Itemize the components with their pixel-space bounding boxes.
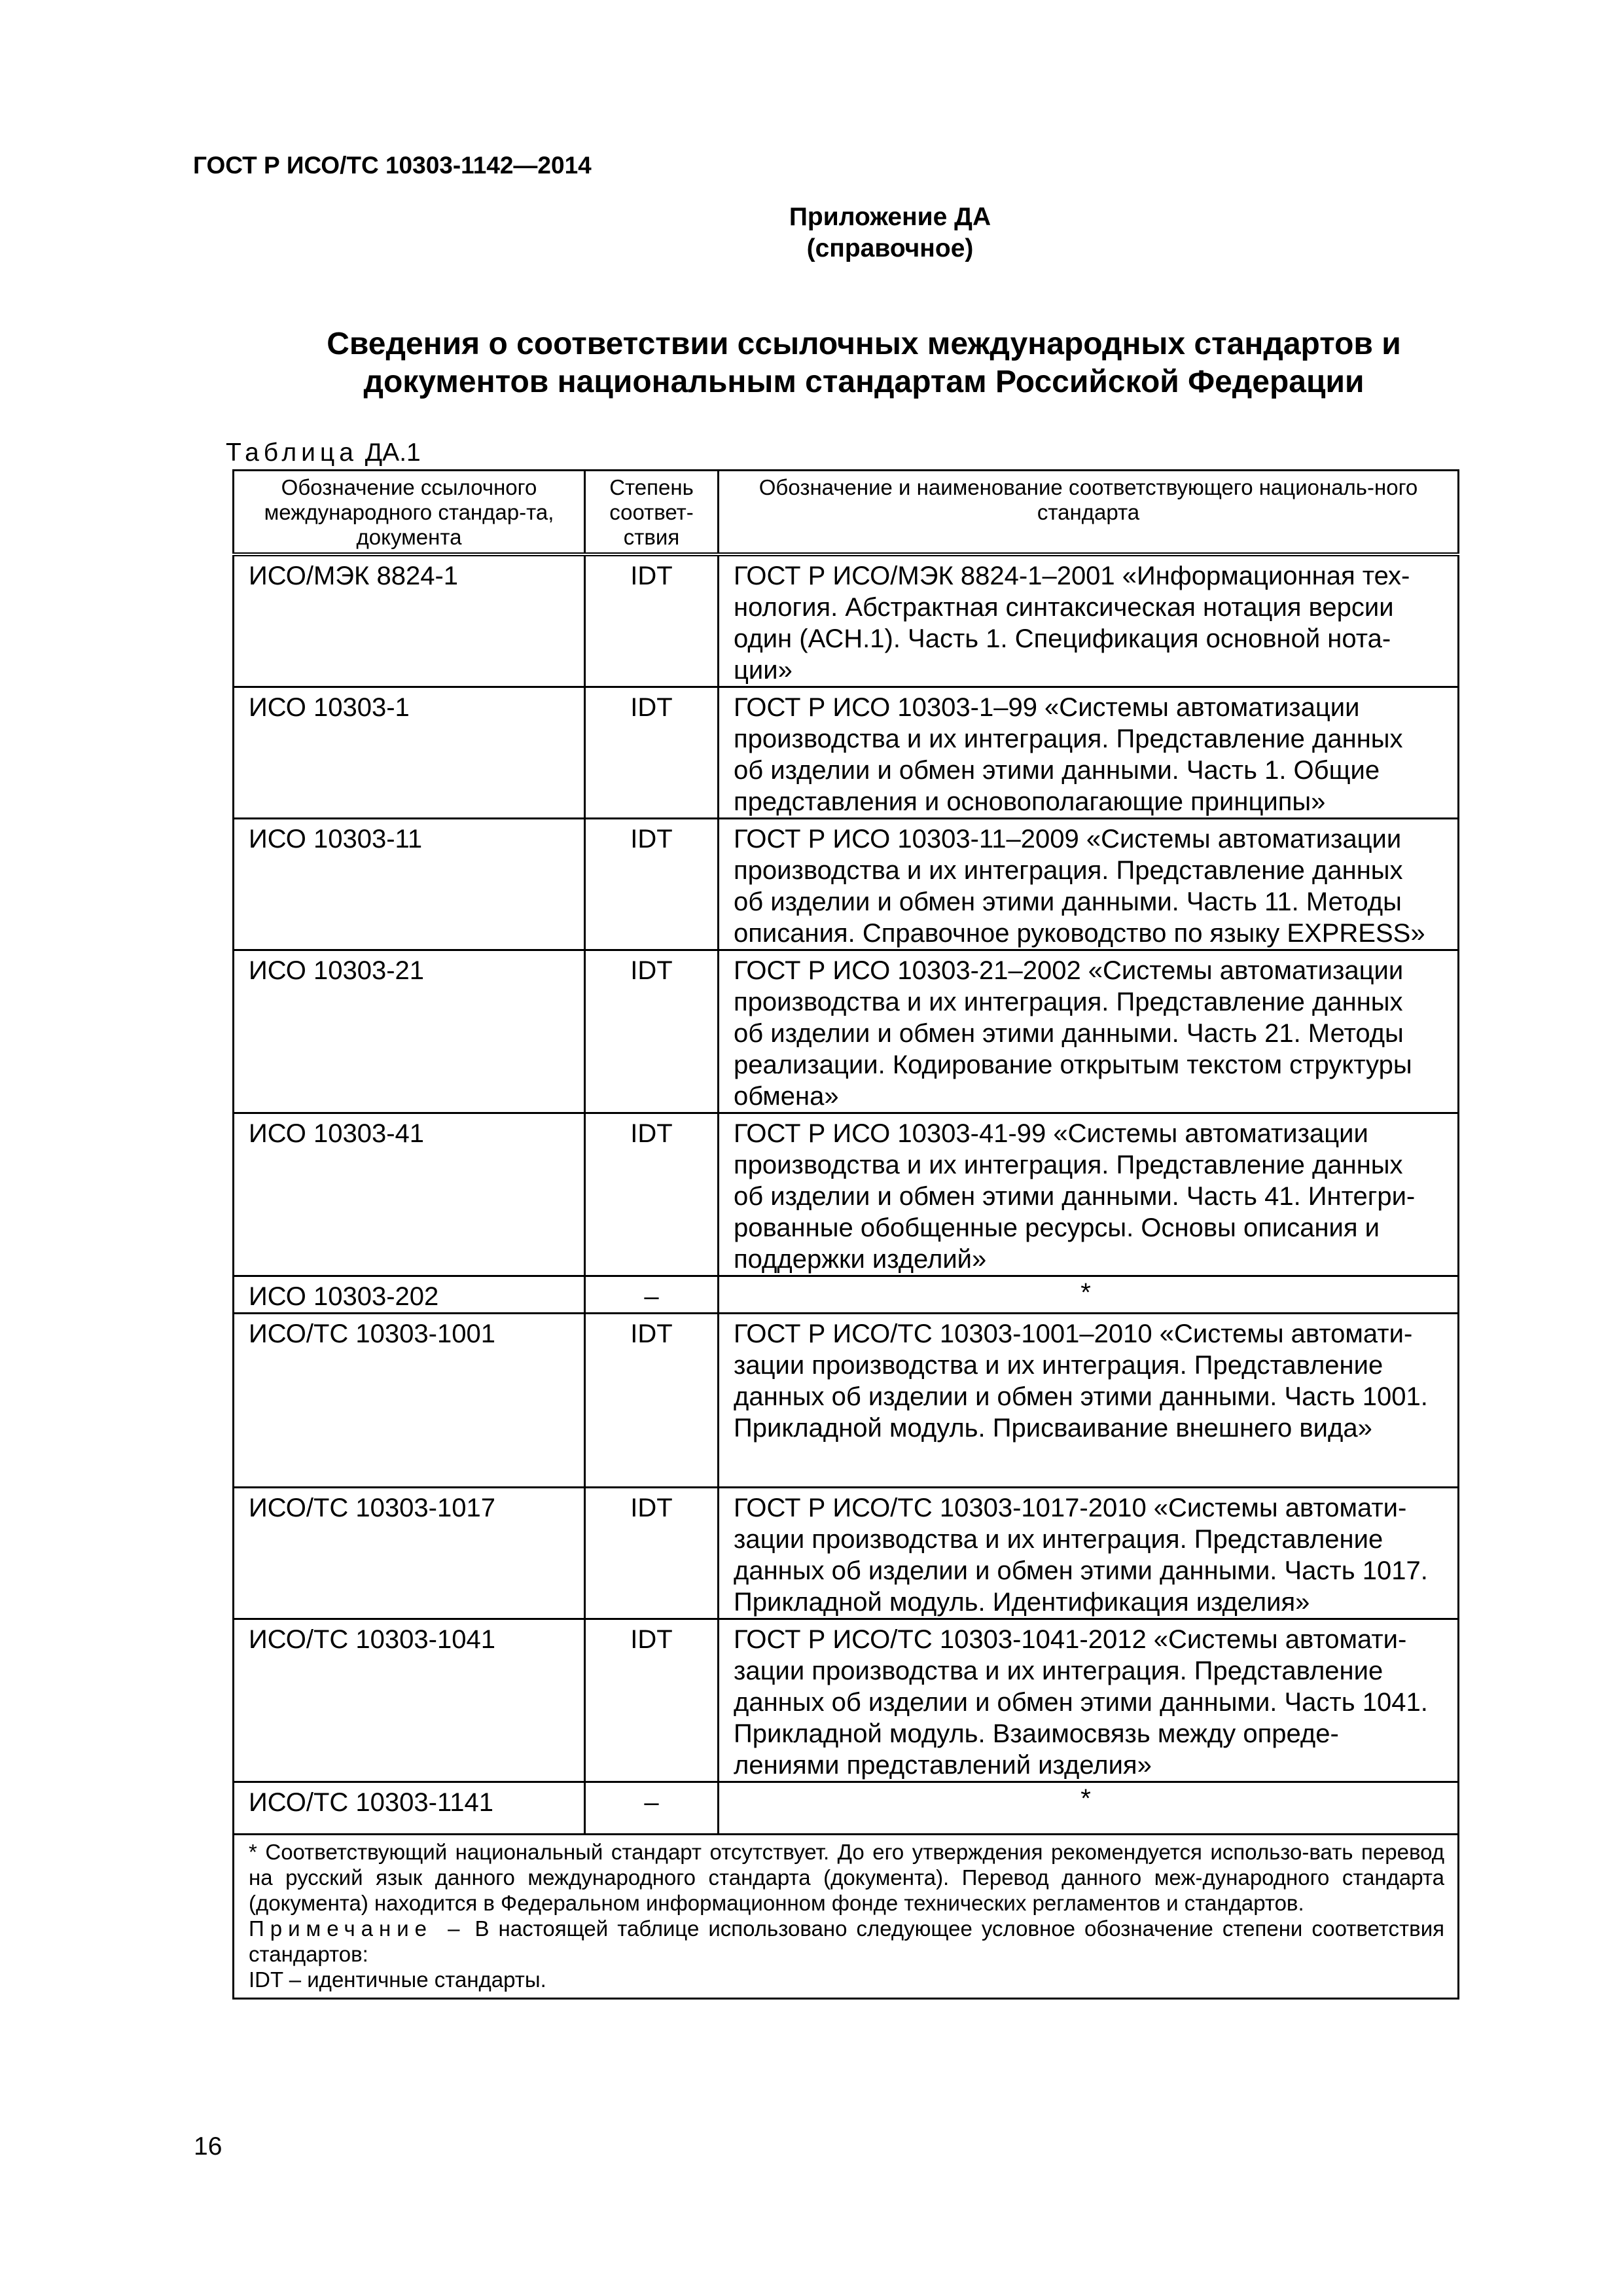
cell-national-standard: * [719, 1782, 1459, 1835]
cell-national-standard: ГОСТ Р ИСО 10303-1–99 «Системы автоматизации производства и их интеграция. Представление данных об изделии и обмен этими данными. Часть 1. Общие представления и основополагающие принципы» [719, 687, 1459, 819]
note-text: В настоящей таблице использовано следующее условное обозначение степени соответствия стандартов: [249, 1916, 1444, 1966]
table-footnote-row [234, 1835, 1459, 1999]
header-reference-standard: Обозначение ссылочного международного стандар-та, документа [234, 471, 585, 555]
cell-reference: ИСО 10303-202 [234, 1276, 585, 1314]
cell-degree: IDT [585, 819, 719, 950]
header-degree-of-correspondence: Степень соответ-ствия [585, 471, 719, 555]
cell-national-standard: ГОСТ Р ИСО 10303-41-99 «Системы автоматизации производства и их интеграция. Представление данных об изделии и обмен этими данными. Часть 41. Интегри-рованные обобщенные ресурсы. Основы описания и поддержки изделий» [719, 1113, 1459, 1276]
table-row [234, 1488, 1459, 1619]
table-row [234, 1276, 1459, 1314]
cell-degree: IDT [585, 950, 719, 1113]
table-row [234, 819, 1459, 950]
table-row [234, 1619, 1459, 1782]
table-row [234, 687, 1459, 819]
cell-reference: ИСО 10303-21 [234, 950, 585, 1113]
header-national-standard: Обозначение и наименование соответствующего националь-ного стандарта [719, 471, 1459, 555]
table-row [234, 1314, 1459, 1488]
cell-reference: ИСО/ТС 10303-1141 [234, 1782, 585, 1835]
appendix-title: Приложение ДА [789, 203, 991, 231]
cell-degree: IDT [585, 1488, 719, 1619]
page-number: 16 [194, 2132, 223, 2161]
cell-degree: IDT [585, 554, 719, 687]
cell-reference: ИСО/ТС 10303-1041 [234, 1619, 585, 1782]
note-label: Примечание – [249, 1916, 466, 1941]
cell-national-standard: ГОСТ Р ИСО 10303-21–2002 «Системы автоматизации производства и их интеграция. Представление данных об изделии и обмен этими данными. Часть 21. Методы реализации. Кодирование открытым текстом структуры обмена» [719, 950, 1459, 1113]
section-title-line-1: Сведения о соответствии ссылочных международных стандартов и [327, 327, 1401, 361]
note-paragraph [249, 1916, 1444, 1967]
cell-degree: – [585, 1782, 719, 1835]
correspondence-table [232, 469, 1459, 2000]
cell-national-standard: * [719, 1276, 1459, 1314]
note-idt-definition: IDT – идентичные стандарты. [249, 1967, 546, 1992]
cell-degree: IDT [585, 687, 719, 819]
footnote-text: * Соответствующий национальный стандарт отсутствует. До его утверждения рекомендуется использо-вать перевод на русский язык данного международного стандарта (документа). Перевод данного меж-дународного стандарта (документа) находится в Федеральном информационном фонде технических регламентов и стандартов. [249, 1840, 1444, 1915]
appendix-kind: (справочное) [806, 234, 974, 262]
cell-national-standard: ГОСТ Р ИСО/ТС 10303-1017-2010 «Системы автомати-зации производства и их интеграция. Представление данных об изделии и обмен этими данными. Часть 1017. Прикладной модуль. Идентификация изделия» [719, 1488, 1459, 1619]
table-row [234, 554, 1459, 687]
cell-reference: ИСО/МЭК 8824-1 [234, 554, 585, 687]
table-caption-word: Таблица [226, 439, 358, 467]
table-caption-number: ДА.1 [365, 439, 421, 467]
cell-reference: ИСО 10303-11 [234, 819, 585, 950]
cell-national-standard: ГОСТ Р ИСО 10303-11–2009 «Системы автоматизации производства и их интеграция. Представление данных об изделии и обмен этими данными. Часть 11. Методы описания. Справочное руководство по языку EXPRESS» [719, 819, 1459, 950]
table-row [234, 1113, 1459, 1276]
cell-degree: IDT [585, 1113, 719, 1276]
cell-national-standard: ГОСТ Р ИСО/ТС 10303-1041-2012 «Системы автомати-зации производства и их интеграция. Представление данных об изделии и обмен этими данными. Часть 1041. Прикладной модуль. Взаимосвязь между опреде-лениями представлений изделия» [719, 1619, 1459, 1782]
section-title-line-2: документов национальным стандартам Российской Федерации [363, 365, 1364, 399]
document-header-code: ГОСТ Р ИСО/ТС 10303-1142—2014 [193, 152, 592, 179]
cell-reference: ИСО/ТС 10303-1017 [234, 1488, 585, 1619]
cell-degree: IDT [585, 1314, 719, 1488]
cell-degree: – [585, 1276, 719, 1314]
table-header-row [234, 471, 1459, 555]
cell-reference: ИСО/ТС 10303-1001 [234, 1314, 585, 1488]
table-footnote-cell [234, 1835, 1459, 1999]
cell-national-standard: ГОСТ Р ИСО/МЭК 8824-1–2001 «Информационная тех-нология. Абстрактная синтаксическая нотация версии один (АСН.1). Часть 1. Спецификация основной нота-ции» [719, 554, 1459, 687]
table-row [234, 950, 1459, 1113]
table-row [234, 1782, 1459, 1835]
cell-reference: ИСО 10303-41 [234, 1113, 585, 1276]
table-caption [226, 439, 421, 467]
section-title [249, 325, 1479, 401]
cell-reference: ИСО 10303-1 [234, 687, 585, 819]
cell-degree: IDT [585, 1619, 719, 1782]
cell-national-standard: ГОСТ Р ИСО/ТС 10303-1001–2010 «Системы автомати-зации производства и их интеграция. Представление данных об изделии и обмен этими данными. Часть 1001. Прикладной модуль. Присваивание внешнего вида» [719, 1314, 1459, 1488]
